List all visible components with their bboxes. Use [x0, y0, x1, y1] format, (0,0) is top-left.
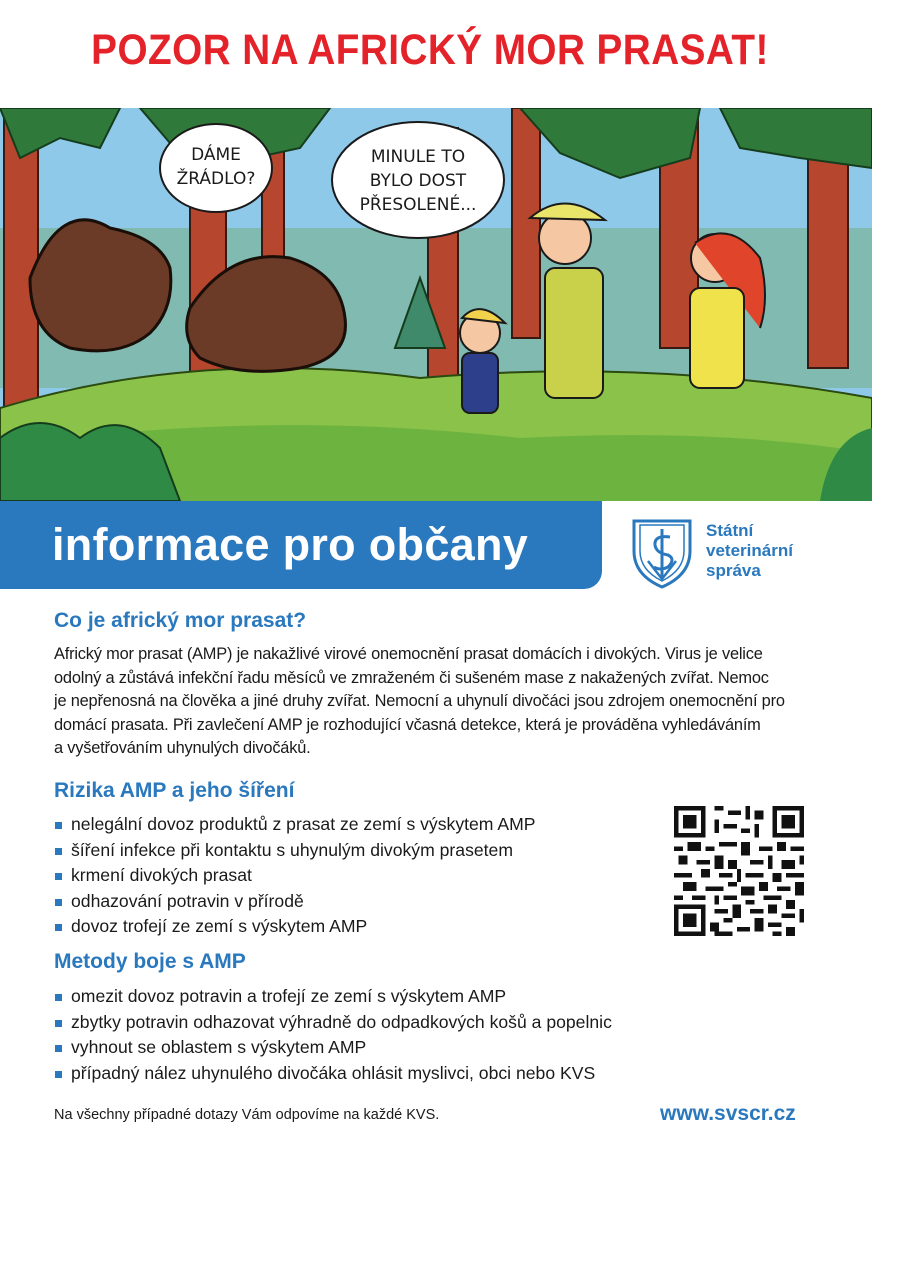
list-item: odhazování potravin v přírodě: [54, 889, 536, 915]
bubble-left-line-2: ŽRÁDLO?: [176, 169, 256, 189]
bubble-left-line-1: DÁME: [191, 145, 241, 165]
bubble-right-line-1: MINULE TO: [370, 147, 466, 167]
bullet-square-icon: [55, 1071, 62, 1078]
bullet-square-icon: [55, 848, 62, 855]
section-heading-what: Co je africký mor prasat?: [54, 609, 307, 632]
bullet-square-icon: [55, 924, 62, 931]
agency-name-line-2: veterinární: [706, 541, 793, 560]
agency-name-line-1: Státní: [706, 521, 754, 540]
list-item: vyhnout se oblastem s výskytem AMP: [54, 1035, 612, 1061]
bullet-square-icon: [55, 994, 62, 1001]
footer-note: Na všechny případné dotazy Vám odpovíme na každé KVS.: [54, 1107, 440, 1123]
list-item: šíření infekce při kontaktu s uhynulým divokým prasetem: [54, 838, 536, 864]
section-what-paragraph: [54, 643, 814, 761]
paragraph-line: Africký mor prasat (AMP) je nakažlivé virové onemocnění prasat domácích i divokých. Virus je velice: [54, 645, 763, 663]
list-item: omezit dovoz potravin a trofejí ze zemí s výskytem AMP: [54, 984, 612, 1010]
paragraph-line: odolný a zůstává infekční řadu měsíců ve zmraženém či sušeném mase z nakažených zvířat. Nemoc: [54, 668, 769, 687]
methods-list: [54, 984, 612, 1086]
website-link[interactable]: www.svscr.cz: [660, 1102, 796, 1125]
list-item: zbytky potravin odhazovat výhradně do odpadkových košů a popelnic: [54, 1010, 612, 1036]
bullet-square-icon: [55, 873, 62, 880]
page-headline: POZOR NA AFRICKÝ MOR PRASAT!: [91, 26, 769, 74]
bullet-square-icon: [55, 1045, 62, 1052]
paragraph-line: je nepřenosná na člověka a jiné druhy zvířat. Nemocní a uhynulí divočáci jsou zdrojem onemocnění pro: [54, 692, 785, 710]
bullet-square-icon: [55, 899, 62, 906]
bubble-right-line-3: PŘESOLENÉ...: [359, 195, 477, 215]
section-heading-risks: Rizika AMP a jeho šíření: [54, 779, 295, 802]
qr-code-icon[interactable]: [672, 806, 806, 936]
agency-name: [706, 521, 793, 581]
agency-name-line-3: správa: [706, 561, 761, 580]
banner-title: informace pro občany: [52, 519, 529, 570]
bullet-square-icon: [55, 822, 62, 829]
risks-list: [54, 812, 536, 940]
list-item: dovoz trofejí ze zemí s výskytem AMP: [54, 914, 536, 940]
list-item: případný nález uhynulého divočáka ohlásit myslivci, obci nebo KVS: [54, 1061, 612, 1087]
info-banner: [0, 501, 602, 589]
svs-shield-logo-icon: [630, 517, 694, 589]
list-item: nelegální dovoz produktů z prasat ze zemí s výskytem AMP: [54, 812, 536, 838]
section-heading-methods: Metody boje s AMP: [54, 950, 246, 973]
forest-illustration: [0, 108, 872, 501]
bullet-square-icon: [55, 1020, 62, 1027]
paragraph-line: domácí prasata. Při zavlečení AMP je rozhodující včasná detekce, která je prováděna vyhledáváním: [54, 715, 761, 734]
bubble-right-line-2: BYLO DOST: [369, 171, 467, 191]
paragraph-line: a vyšetřováním uhynulých divočáků.: [54, 739, 311, 757]
list-item: krmení divokých prasat: [54, 863, 536, 889]
